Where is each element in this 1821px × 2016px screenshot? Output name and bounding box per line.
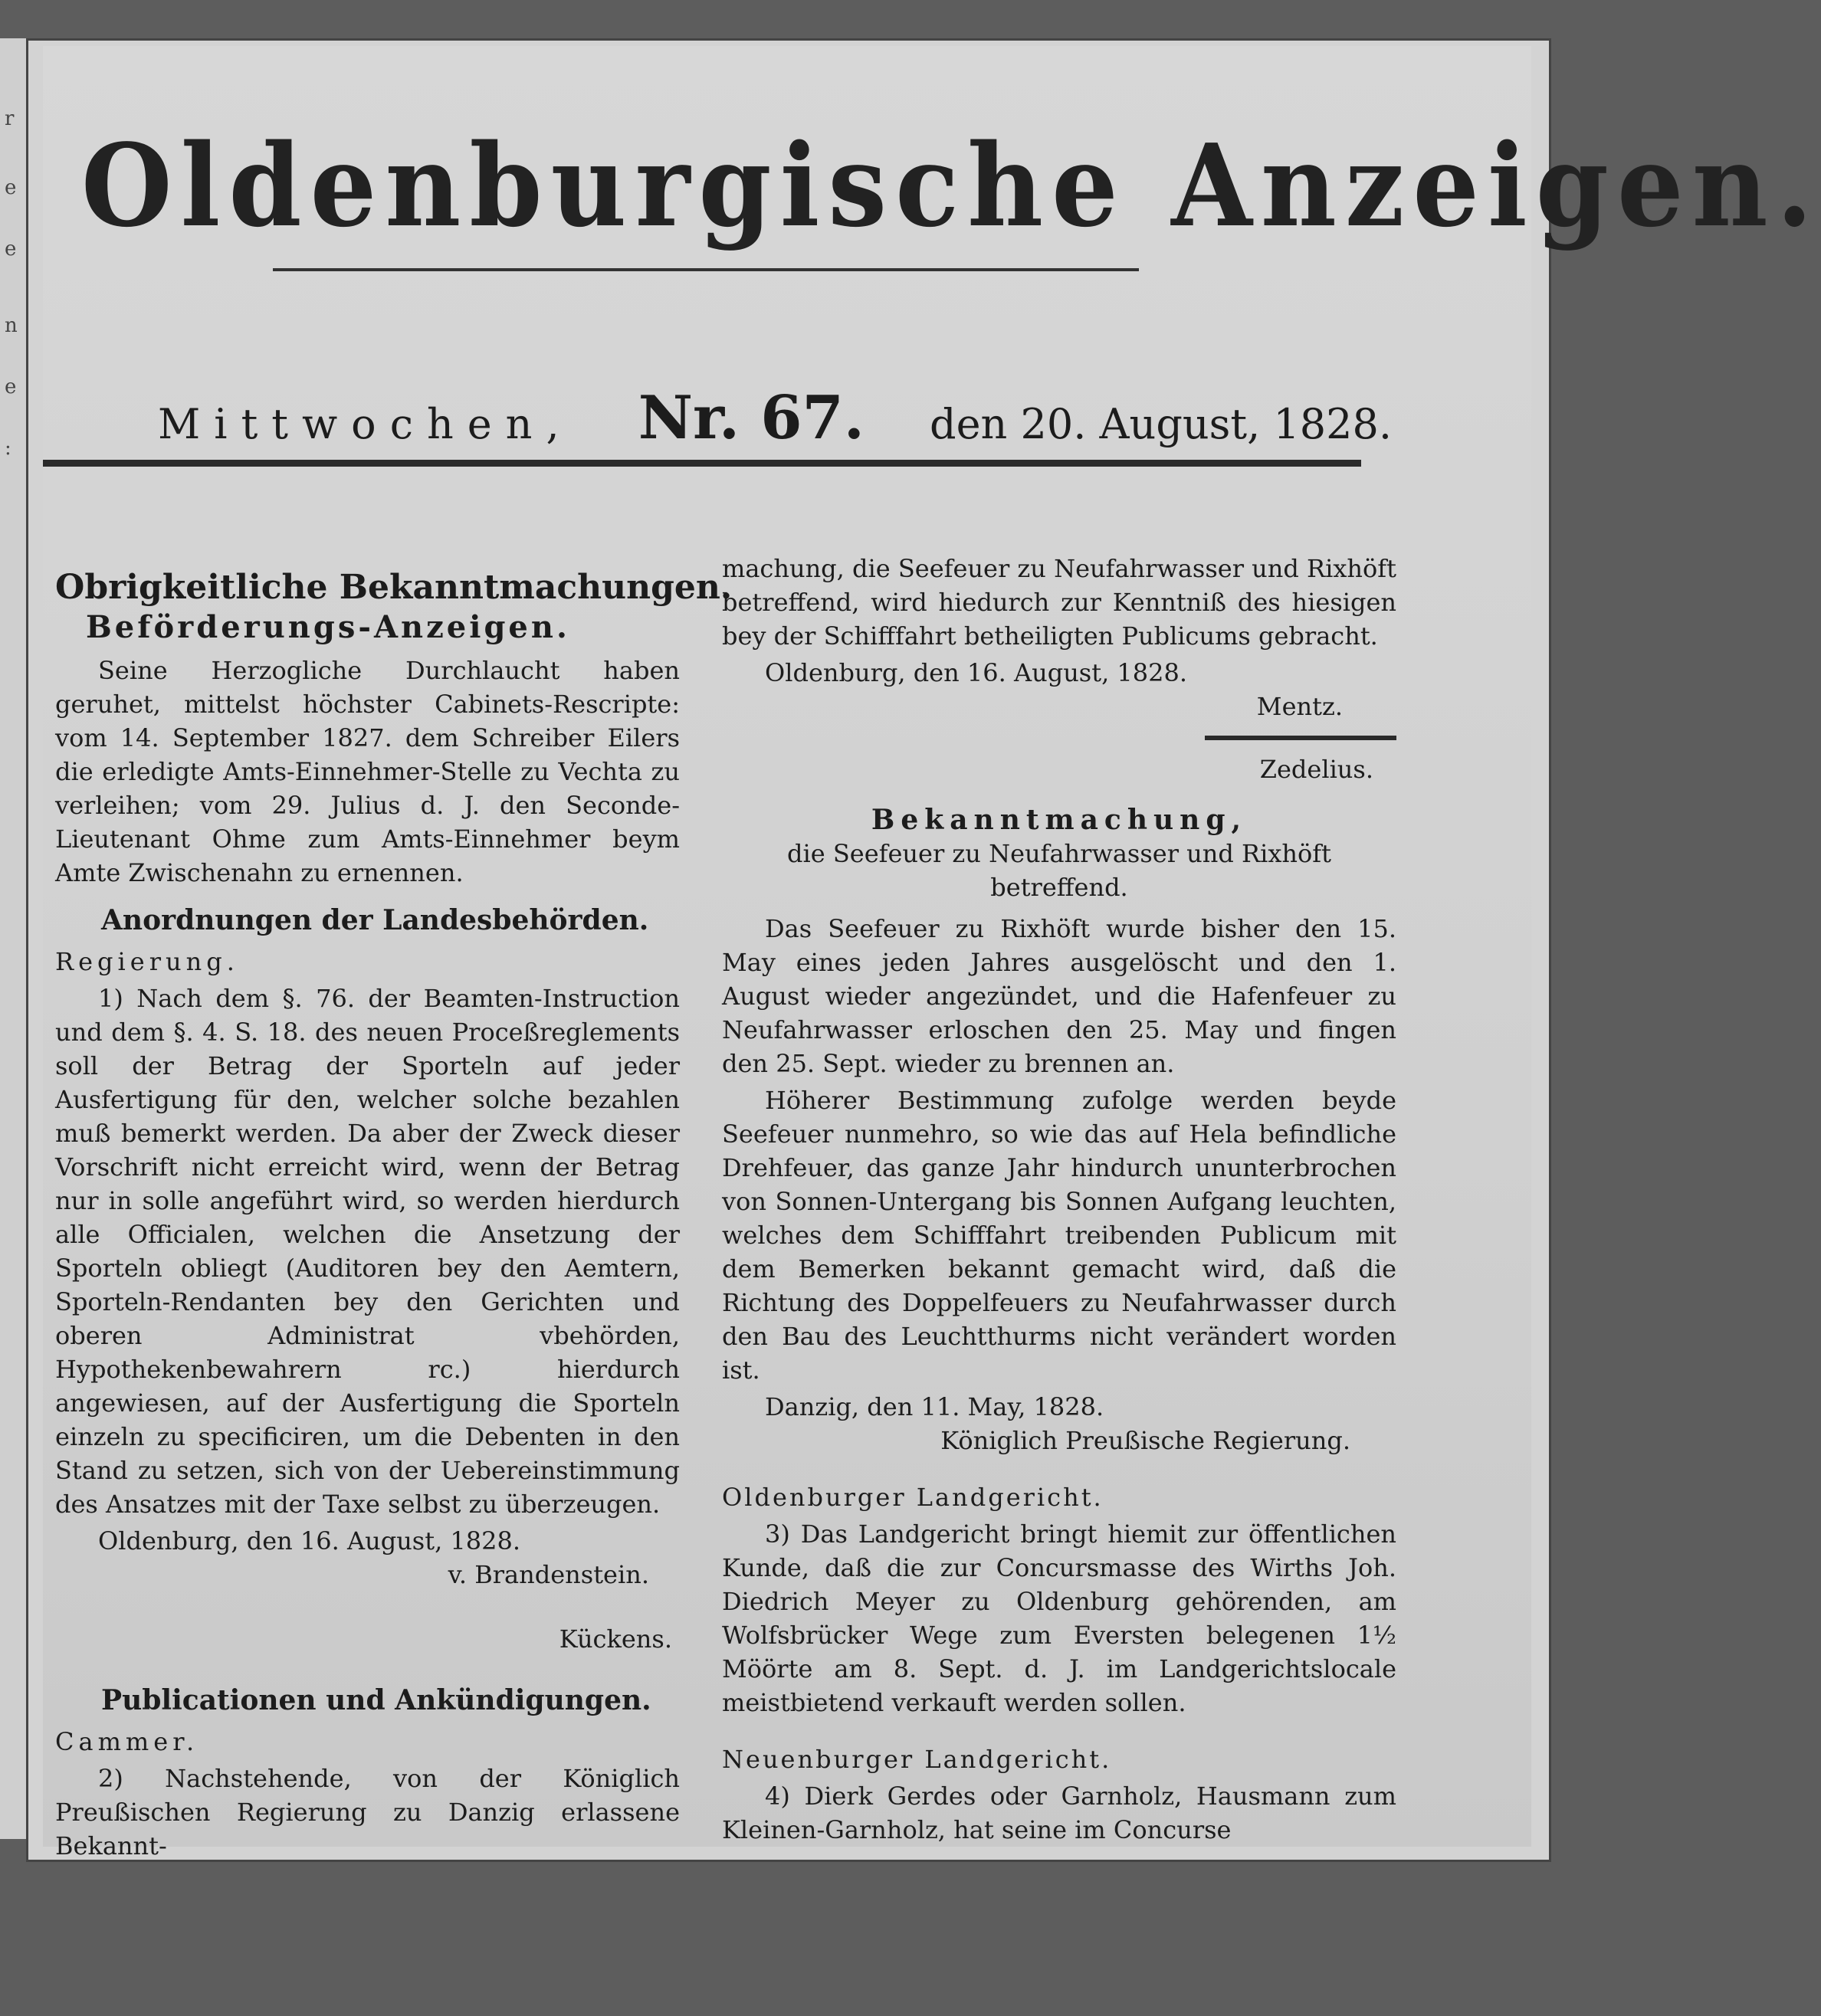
label-cammer: Cammer. <box>55 1727 199 1756</box>
label-oldenburger-landgericht: Oldenburger Landgericht. <box>722 1483 1104 1512</box>
left-column <box>55 568 733 1866</box>
paragraph-seefeuer: Das Seefeuer zu Rixhöft wurde bisher den 15. May eines jeden Jahres ausgelöscht und den 1. August wieder angezündet, und die Hafenfeuer zu Neufahrwasser erloschen den 25. May und fingen den 25. Sept. wieder zu brennen an. <box>722 914 1396 1078</box>
page-surface <box>43 46 1821 1860</box>
heading-authorities: Anordnungen der Landesbehörden. <box>101 904 649 936</box>
subsection-title: Beförderungs-Anzeigen. <box>86 609 570 645</box>
paragraph-landgericht: 3) Das Landgericht bringt hiemit zur öffentlichen Kunde, daß die zur Concursmasse des Wirths Joh. Diedrich Meyer zu Oldenburg gehörenden, am Wolfsbrücker Wege zum Eversten belegenen 1½ Möörte am 8. Sept. d. J. im Landgerichtslocale meistbietend verkauft werden sollen. <box>722 1519 1396 1717</box>
header-rule <box>43 460 1361 467</box>
masthead-title: Oldenburgische Anzeigen. <box>81 119 1821 252</box>
notice-title: Bekanntmachung, <box>871 804 1248 836</box>
issue-number: Nr. 67. <box>638 383 865 453</box>
heading-publications: Publicationen und Ankündigungen. <box>101 1684 651 1716</box>
paragraph-bestimmung: Höherer Bestimmung zufolge werden beyde Seefeuer nunmehro, so wie das auf Hela befindliche Drehfeuer, das ganze Jahr hindurch ununterbrochen von Sonnen-Untergang bis Sonnen Aufgang leuchten, welches dem Schifffahrt treibenden Publicum mit dem Bemerken bekannt gemacht wird, daß die Richtung des Doppelfeuers zu Neufahrwasser durch den Bau des Leuchtthurms nicht verändert worden ist. <box>722 1086 1396 1385</box>
masthead-rule <box>273 268 1139 271</box>
adjacent-page-edge: r e e n e : <box>0 38 48 1839</box>
paragraph-promotions: Seine Herzogliche Durchlaucht haben geruhet, mittelst höchster Cabinets-Rescripte: vom 14. September 1827. dem Schreiber Eilers die erledigte Amts-Einnehmer-Stelle zu Vechta zu verleihen; vom 29. Julius d. J. den Seconde-Lieutenant Ohme zum Amts-Einnehmer beym Amte Zwischenahn zu ernennen. <box>55 656 680 887</box>
signature-place-3: Danzig, den 11. May, 1828. <box>765 1392 1104 1421</box>
label-regierung: Regierung. <box>55 947 239 976</box>
section-title: Obrigkeitliche Bekanntmachungen. <box>55 568 733 607</box>
signature-name-zedelius: Zedelius. <box>1259 755 1373 784</box>
issue-date: den 20. August, 1828. <box>930 400 1392 448</box>
signature-place: Oldenburg, den 16. August, 1828. <box>98 1526 521 1555</box>
label-neuenburger-landgericht: Neuenburger Landgericht. <box>722 1745 1112 1774</box>
notice-subtitle: die Seefeuer zu Neufahrwasser und Rixhöft betreffend. <box>787 839 1331 902</box>
signature-name: v. Brandenstein. <box>448 1560 649 1589</box>
dateline <box>158 383 1392 453</box>
paragraph-cammer: 2) Nachstehende, von der Königlich Preußischen Regierung zu Danzig erlassene Bekannt- <box>55 1764 680 1860</box>
signature-name-mentz: Mentz. <box>1256 692 1343 721</box>
signature-rule <box>1205 736 1396 740</box>
right-column <box>722 552 1396 1850</box>
paragraph-continued: machung, die Seefeuer zu Neufahrwasser und Rixhöft betreffend, wird hiedurch zur Kenntniß des hiesigen bey der Schifffahrt betheiligten Publicums gebracht. <box>722 554 1396 651</box>
newspaper-page <box>26 38 1821 1862</box>
signature-name-regierung: Königlich Preußische Regierung. <box>940 1426 1350 1455</box>
paragraph-sporteln: 1) Nach dem §. 76. der Beamten-Instruction und dem §. 4. S. 18. des neuen Proceßreglements soll der Betrag der Sporteln auf jeder Ausfertigung für den, welcher solche bezahlen muß bemerkt werden. Da aber der Zweck dieser Vorschrift nicht erreicht wird, wenn der Betrag nur in solle angeführt wird, so werden hierdurch alle Officialen, welchen die Ansetzung der Sporteln obliegt (Auditoren bey den Aemtern, Sporteln-Rendanten bey den Gerichten und oberen Administrat vbehörden, Hypothekenbewahrern rc.) hierdurch angewiesen, auf der Ausfertigung die Sporteln einzeln zu specificiren, um die Debenten in den Stand zu setzen, sich von der Uebereinstimmung des Ansatzes mit der Taxe selbst zu überzeugen. <box>55 984 680 1519</box>
weekday: Mittwochen, <box>158 400 573 448</box>
signature-name-2: Kückens. <box>559 1624 672 1654</box>
paragraph-garnholz: 4) Dierk Gerdes oder Garnholz, Hausmann zum Kleinen-Garnholz, hat seine im Concurse <box>722 1782 1396 1844</box>
signature-place-2: Oldenburg, den 16. August, 1828. <box>765 658 1188 687</box>
